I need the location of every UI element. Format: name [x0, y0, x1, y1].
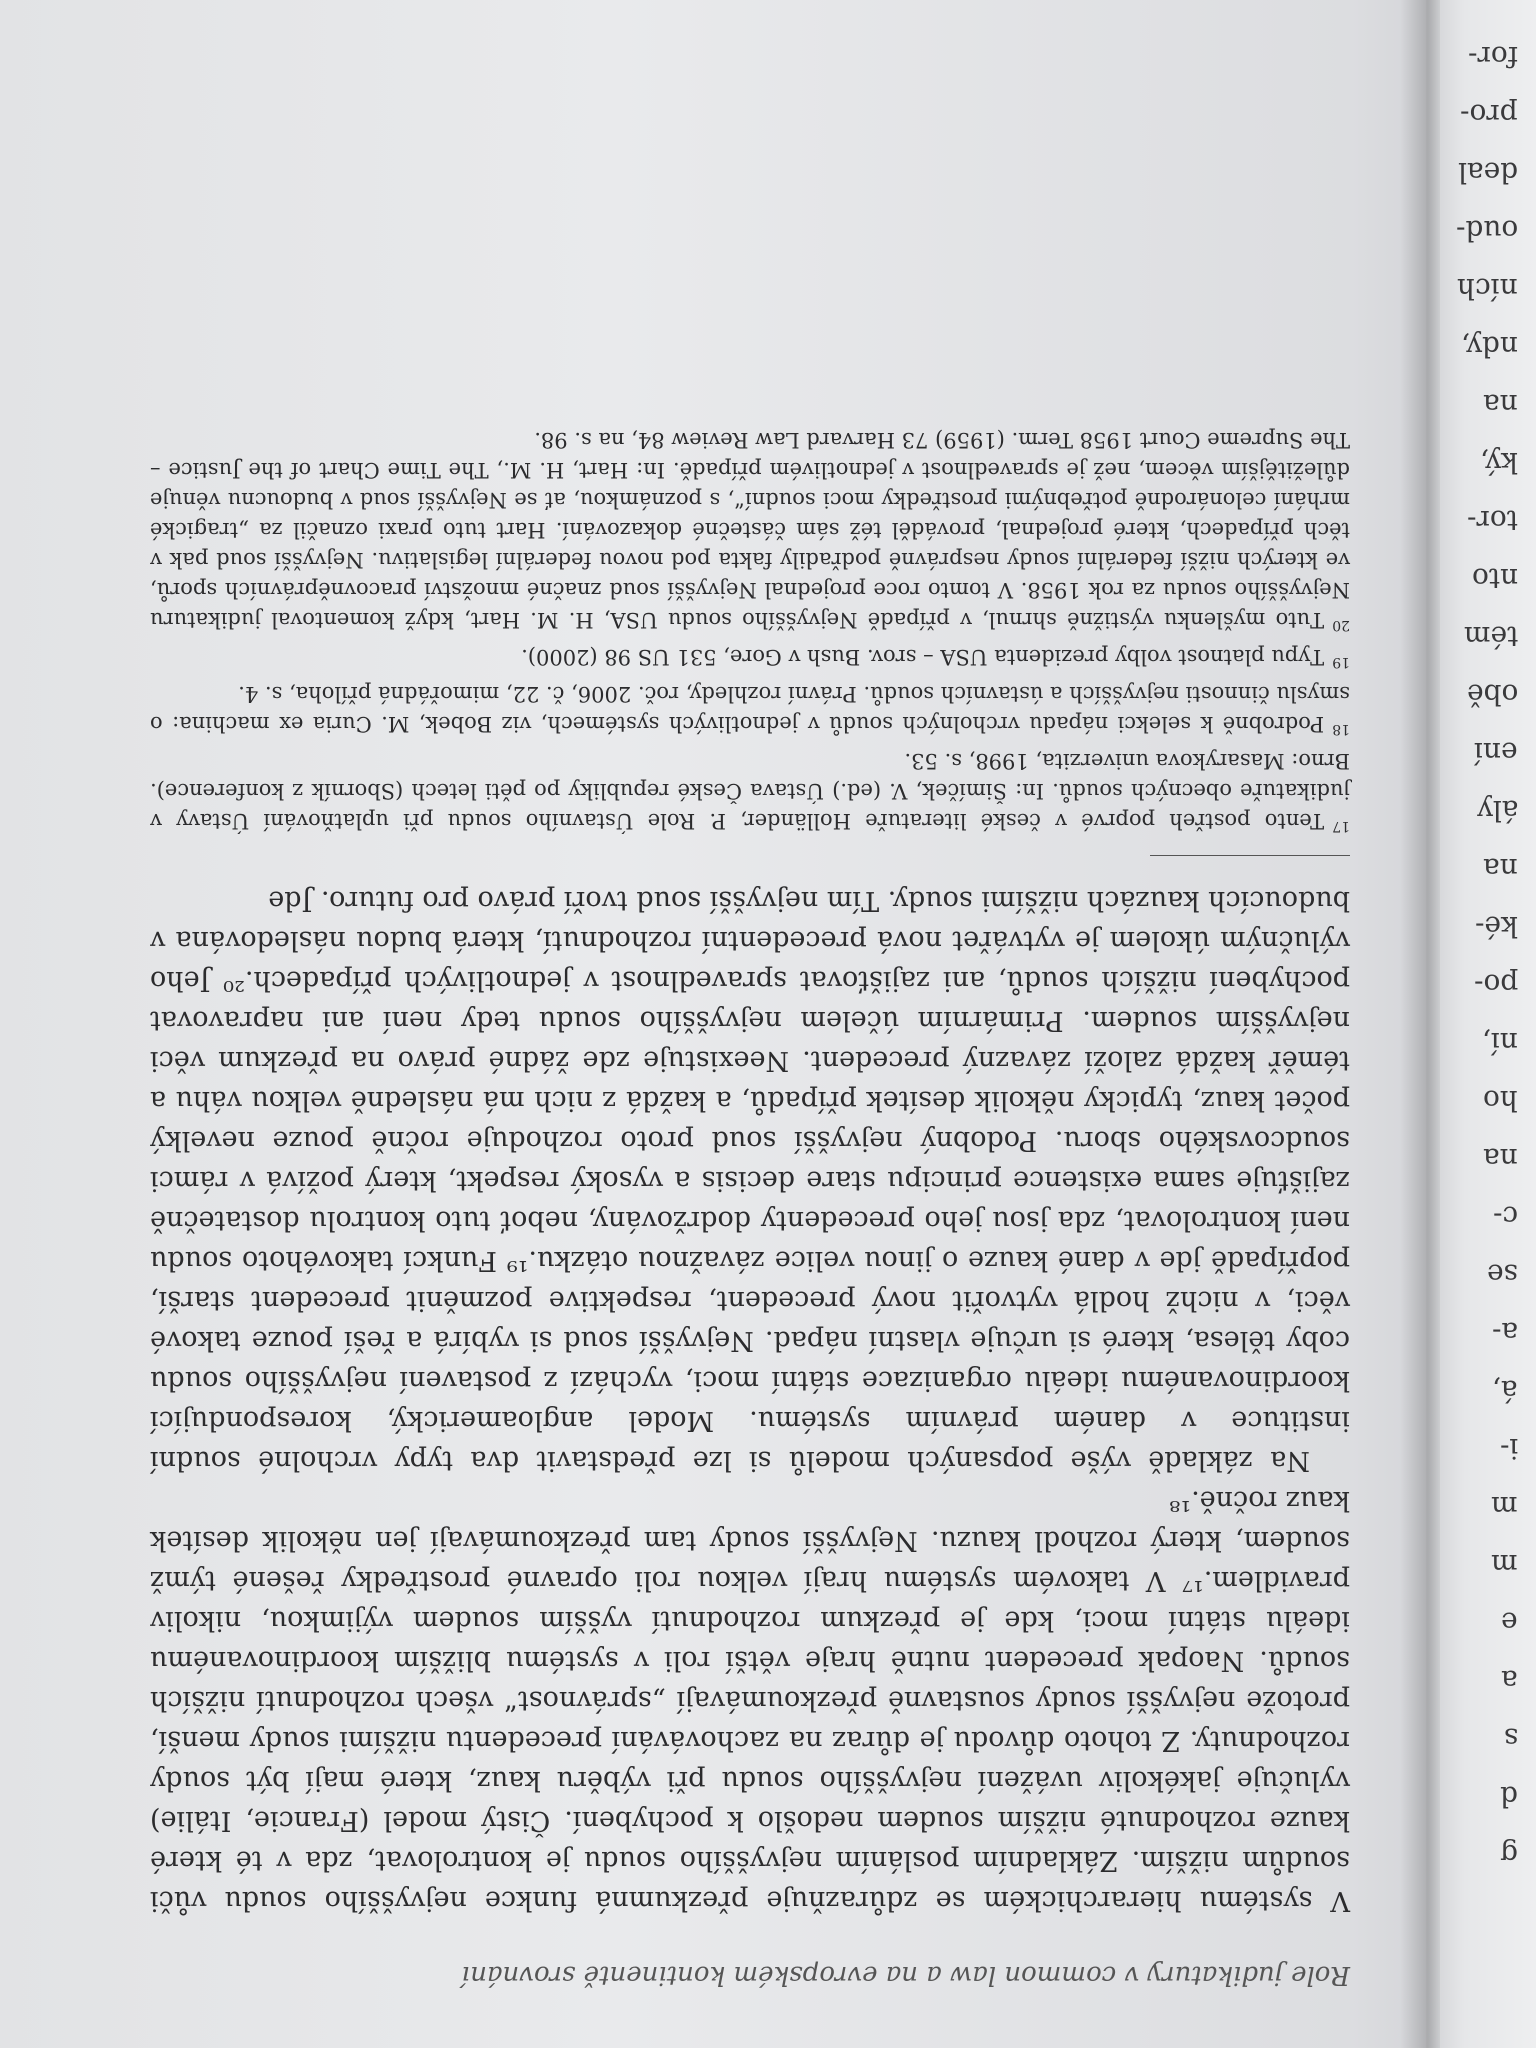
footnote-text: Podrobně k selekci nápadu vrcholných soudů v jednotlivých systémech, viz Bobek, M. Curia ex machina: o smyslu činnosti nejvyšších a ústavních soudů. Právní rozhledy, roč. 2006, č. 22, mimořádná příloha, s. 4.: [150, 682, 1350, 736]
facing-page-fragment: nto: [1471, 562, 1518, 595]
facing-page-fragment: tém: [1463, 620, 1518, 653]
facing-page-fragment: na: [1483, 388, 1518, 421]
running-head: Role judikatury v common law a na evropském kontinentě srovnání: [461, 1960, 1350, 1990]
footnote: [150, 746, 1350, 841]
facing-page-fragment: po-: [1473, 968, 1518, 1001]
facing-page-fragment: oud-: [1455, 214, 1518, 247]
page-body: [150, 423, 1350, 1920]
footnote: [150, 679, 1350, 744]
footnote-number: 18: [1332, 721, 1350, 737]
facing-page-fragment: á,: [1492, 1374, 1518, 1407]
facing-page-fragment: m: [1491, 1490, 1518, 1523]
facing-page-fragment: g: [1500, 1838, 1518, 1871]
footnote-text: Tento postřeh poprvé v české literatuře Holländer, P. Role Ústavního soudu při uplatňování Ústavy v judikatuře obecných soudů. In: Šimíček, V. (ed.) Ústava České republiky po pěti letech (Sborník z konference). Brno: Masarykova univerzita, 1998, s. 53.: [150, 749, 1350, 833]
facing-page-fragment: ení: [1474, 736, 1518, 769]
facing-page-fragment: c-: [1492, 1200, 1518, 1233]
facing-page-fragment: ho: [1483, 1084, 1518, 1117]
paragraph: Na základě výše popsaných modelů si lze představit dva typy vrcholné soudní instituce v daném právním systému. Model angloamerický, korespondující koordinovanému ideálu organizace státní moci, vychází z postavení nejvyššího soudu coby tělesa, které si určuje vlastní nápad. Nejvyšší soud si vybírá a řeší pouze takové věci, v nichž hodlá vytvořit nový precedent, respektive pozměnit precedent starší, popřípadě jde v dané kauze o jinou velice závažnou otázku.¹⁹ Funkcí takovéhoto soudu není kontrolovat, zda jsou jeho precedenty dodržovány, neboť tuto kontrolu dostatečně zajišťuje sama existence principu stare decisis a vysoký respekt, který požívá v rámci soudcovského sboru. Podobný nejvyšší soud proto rozhoduje ročně pouze nevelký počet kauz, typicky několik desítek případů, a každá z nich má následně velkou váhu a téměř každá založí závazný precedent. Neexistuje zde žádné právo na přezkum věci nejvyšším soudem. Primárním účelem nejvyššího soudu tedy není ani napravovat pochybení nižších soudů, ani zajišťovat spravedlnost v jednotlivých případech.²⁰ Jeho výlučným úkolem je vytvářet nová precedentní rozhodnutí, která budou následována v budoucích kauzách nižšími soudy. Tím nejvyšší soud tvoří právo pro futuro. Jde: [150, 885, 1350, 1476]
facing-page-fragment: a: [1501, 1664, 1518, 1697]
facing-page-fragment: ndy,: [1461, 330, 1518, 363]
footnote-rule: [1150, 855, 1350, 856]
facing-page-fragment: m: [1491, 1548, 1518, 1581]
footnote: [150, 642, 1350, 677]
facing-page-fragment: na: [1483, 1142, 1518, 1175]
facing-page-fragment: i-: [1499, 1432, 1518, 1465]
facing-page-fragment: ních: [1457, 272, 1518, 305]
footnote-text: Typu platnost volby prezidenta USA – srov. Bush v Gore, 531 US 98 (2000).: [521, 645, 1325, 669]
facing-page-fragment: ký,: [1480, 446, 1518, 479]
facing-page-fragment: obě: [1466, 678, 1518, 711]
facing-page-fragment: pro-: [1460, 98, 1518, 131]
facing-page-fragment: d: [1500, 1780, 1518, 1813]
facing-page-fragment: na: [1483, 852, 1518, 885]
facing-page-fragment: e: [1501, 1606, 1518, 1639]
facing-page-fragment: tor-: [1467, 504, 1518, 537]
facing-page-fragment: deal: [1457, 156, 1518, 189]
book-gutter: [1400, 0, 1440, 2048]
facing-page-fragment: ní,: [1482, 1026, 1518, 1059]
facing-page-fragment: s: [1503, 1722, 1518, 1755]
footnote-number: 19: [1332, 654, 1350, 670]
facing-page-fragment: ály: [1476, 794, 1518, 827]
facing-page: [1426, 0, 1536, 2048]
book-page: [150, 40, 1350, 1990]
facing-page-fragment: se: [1487, 1258, 1518, 1291]
footnotes: [150, 425, 1350, 841]
facing-page-fragment: a-: [1491, 1316, 1518, 1349]
footnote-number: 17: [1332, 818, 1350, 834]
facing-page-fragment: ké-: [1475, 910, 1518, 943]
paragraph: V systému hierarchickém se zdůrazňuje přezkumná funkce nejvyššího soudu vůči soudům nižším. Základním posláním nejvyššího soudu je kontrolovat, zda v té které kauze rozhodnuté nižším soudem nedošlo k pochybení. Čistý model (Francie, Itálie) vylučuje jakékoliv uvážení nejvyššího soudu při výběru kauz, které mají být soudy rozhodnuty. Z tohoto důvodu je důraz na zachovávání precedentu nižšími soudy menší, protože nejvyšší soudy soustavně přezkoumávají „správnost“ všech rozhodnutí nižších soudů. Naopak precedent nutně hraje větší roli v systému bližším koordinovanému ideálu státní moci, kde je přezkum rozhodnutí vyšším soudem výjimkou, nikoliv pravidlem.¹⁷ V takovém systému hrají velkou roli opravné prostředky řešené týmž soudem, který rozhodl kauzu. Nejvyšší soudy tam přezkoumávají jen několik desítek kauz ročně.¹⁸: [150, 1485, 1350, 1916]
footnote: [150, 425, 1350, 640]
footnote-number: 20: [1332, 617, 1350, 633]
facing-page-fragment: for-: [1467, 40, 1518, 73]
footnote-text: Tuto myšlenku výstižně shrnul, v případě Nejvyššího soudu USA, H. M. Hart, když komentoval judikaturu Nejvyššího soudu za rok 1958. V tomto roce projednal Nejvyšší soud značné množství pracovněprávních sporů, ve kterých nižší federální soudy nesprávně podřadily fakta pod novou federální legislativu. Nejvyšší soud pak v těch případech, které projednal, prováděl též sám částečné dokazování. Hart tuto praxi označil za „tragické mrhání celonárodně potřebnými prostředky moci soudní“, s poznámkou, ať se Nejvyšší soud v budoucnu věnuje důležitějším věcem, než je spravedlnost v jednotlivém případě. In: Hart, H. M., The Time Chart of the Justice – The Supreme Court 1958 Term. (1959) 73 Harvard Law Review 84, na s. 98.: [150, 428, 1350, 632]
